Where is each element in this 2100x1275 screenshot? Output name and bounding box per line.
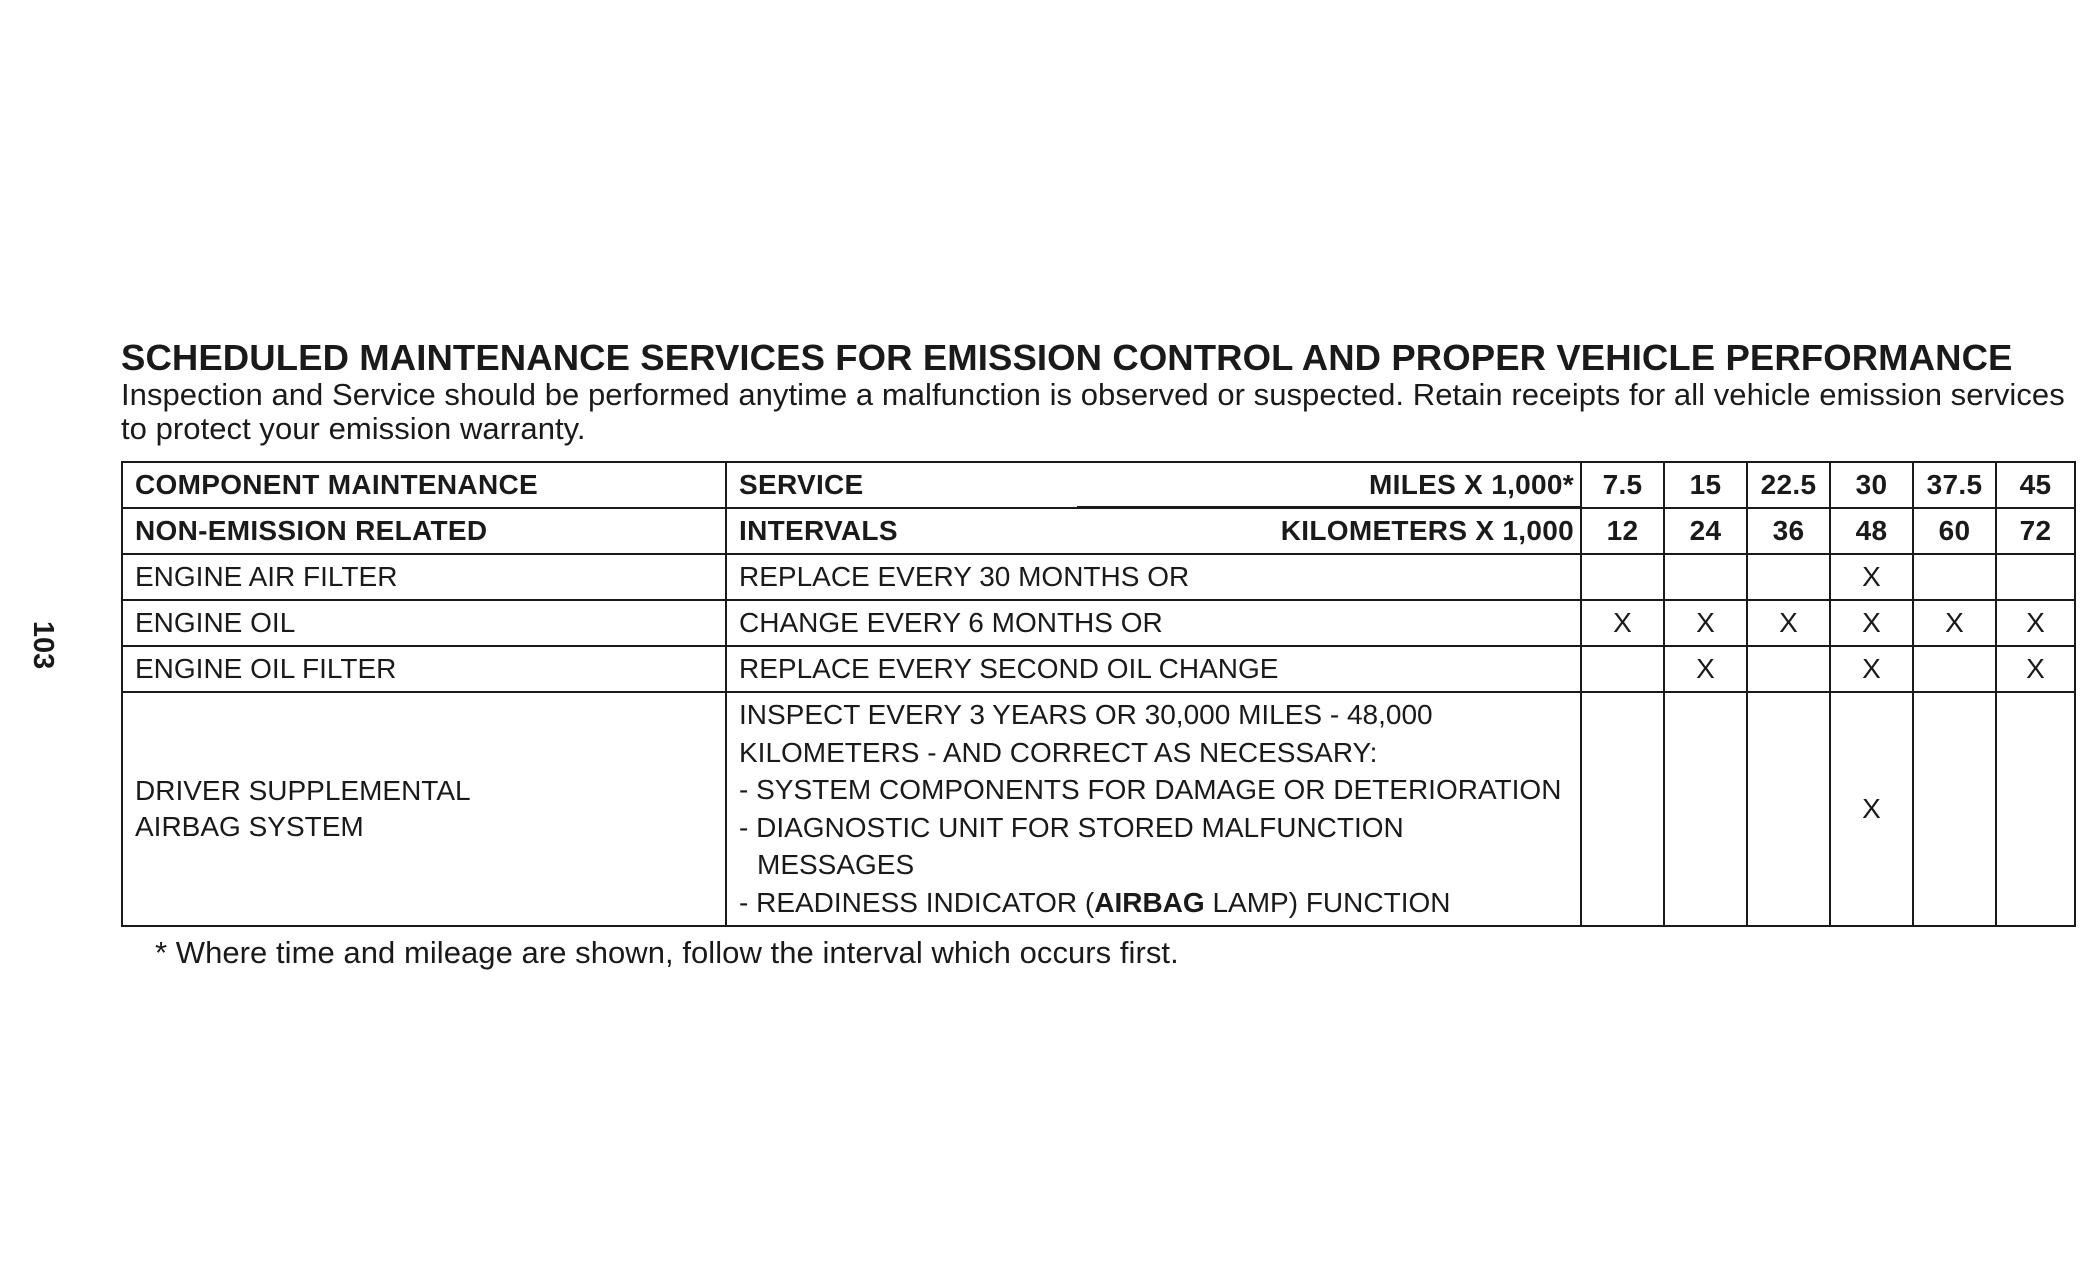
interval-mark <box>1664 692 1747 926</box>
interval-mark: X <box>1996 600 2075 646</box>
km-value: 12 <box>1581 508 1664 554</box>
service-line: - SYSTEM COMPONENTS FOR DAMAGE OR DETERIORATION <box>739 774 1562 806</box>
page-title: SCHEDULED MAINTENANCE SERVICES FOR EMISSION CONTROL AND PROPER VEHICLE PERFORMANCE <box>121 337 2013 378</box>
readiness-suffix: LAMP) FUNCTION <box>1204 886 1451 918</box>
component-header-1: COMPONENT MAINTENANCE <box>122 462 726 508</box>
service-cell: CHANGE EVERY 6 MONTHS OR <box>726 600 1581 646</box>
component-cell: ENGINE AIR FILTER <box>122 554 726 600</box>
interval-mark: X <box>1830 554 1913 600</box>
service-cell: REPLACE EVERY SECOND OIL CHANGE <box>726 646 1581 692</box>
component-cell: ENGINE OIL <box>122 600 726 646</box>
km-value: 60 <box>1913 508 1996 554</box>
km-value: 48 <box>1830 508 1913 554</box>
component-cell: ENGINE OIL FILTER <box>122 646 726 692</box>
interval-mark: X <box>1830 646 1913 692</box>
km-value: 72 <box>1996 508 2075 554</box>
page-number: 103 <box>27 620 60 670</box>
miles-value: 15 <box>1664 462 1747 508</box>
header-row-kilometers <box>122 508 2075 554</box>
interval-mark: X <box>1747 600 1830 646</box>
service-cell <box>726 692 1581 926</box>
interval-mark <box>1913 646 1996 692</box>
miles-value: 37.5 <box>1913 462 1996 508</box>
interval-mark <box>1747 554 1830 600</box>
miles-value: 45 <box>1996 462 2075 508</box>
service-line: KILOMETERS - AND CORRECT AS NECESSARY: <box>739 736 1378 768</box>
km-value: 36 <box>1747 508 1830 554</box>
miles-label: MILES X 1,000* <box>1369 469 1574 500</box>
interval-mark: X <box>1830 600 1913 646</box>
service-cell: REPLACE EVERY 30 MONTHS OR <box>726 554 1581 600</box>
miles-value: 22.5 <box>1747 462 1830 508</box>
interval-mark <box>1913 692 1996 926</box>
miles-value: 7.5 <box>1581 462 1664 508</box>
maintenance-schedule-table <box>121 461 2076 927</box>
intro-paragraph: Inspection and Service should be performed anytime a malfunction is observed or suspected. Retain receipts for all vehicle emission services to protect your emission warranty. <box>121 377 2065 446</box>
service-header-2 <box>726 508 1581 554</box>
component-line: AIRBAG SYSTEM <box>135 810 364 842</box>
service-line-readiness <box>739 884 1580 922</box>
service-line: - DIAGNOSTIC UNIT FOR STORED MALFUNCTION <box>739 811 1404 843</box>
service-header-label: SERVICE <box>739 469 864 500</box>
interval-mark: X <box>1581 600 1664 646</box>
km-value: 24 <box>1664 508 1747 554</box>
interval-mark: X <box>1913 600 1996 646</box>
service-line: INSPECT EVERY 3 YEARS OR 30,000 MILES - 48,000 <box>739 699 1433 730</box>
interval-mark <box>1581 646 1664 692</box>
interval-mark: X <box>1664 600 1747 646</box>
interval-mark <box>1996 692 2075 926</box>
service-line: MESSAGES <box>757 849 915 881</box>
interval-mark: X <box>1830 692 1913 926</box>
interval-mark: X <box>1996 646 2075 692</box>
table-row-airbag-system <box>122 692 2075 926</box>
interval-mark <box>1581 692 1664 926</box>
interval-mark <box>1913 554 1996 600</box>
table-row-engine-oil <box>122 600 2075 646</box>
intervals-header-label: INTERVALS <box>739 515 898 546</box>
component-header-2: NON-EMISSION RELATED <box>122 508 726 554</box>
interval-mark <box>1664 554 1747 600</box>
kilometers-label: KILOMETERS X 1,000 <box>1280 515 1574 546</box>
interval-mark <box>1581 554 1664 600</box>
interval-mark: X <box>1664 646 1747 692</box>
footnote: * Where time and mileage are shown, follow the interval which occurs first. <box>155 935 1179 970</box>
service-header-1 <box>726 462 1581 508</box>
airbag-bold-text: AIRBAG <box>1094 886 1205 918</box>
table-row-engine-air-filter <box>122 554 2075 600</box>
interval-mark <box>1747 646 1830 692</box>
table-row-engine-oil-filter <box>122 646 2075 692</box>
header-row-miles <box>122 462 2075 508</box>
readiness-prefix: - READINESS INDICATOR ( <box>739 886 1095 918</box>
component-cell <box>122 692 726 926</box>
miles-value: 30 <box>1830 462 1913 508</box>
interval-mark <box>1996 554 2075 600</box>
header-block <box>121 336 2073 446</box>
interval-mark <box>1747 692 1830 926</box>
component-line: DRIVER SUPPLEMENTAL <box>135 774 471 806</box>
